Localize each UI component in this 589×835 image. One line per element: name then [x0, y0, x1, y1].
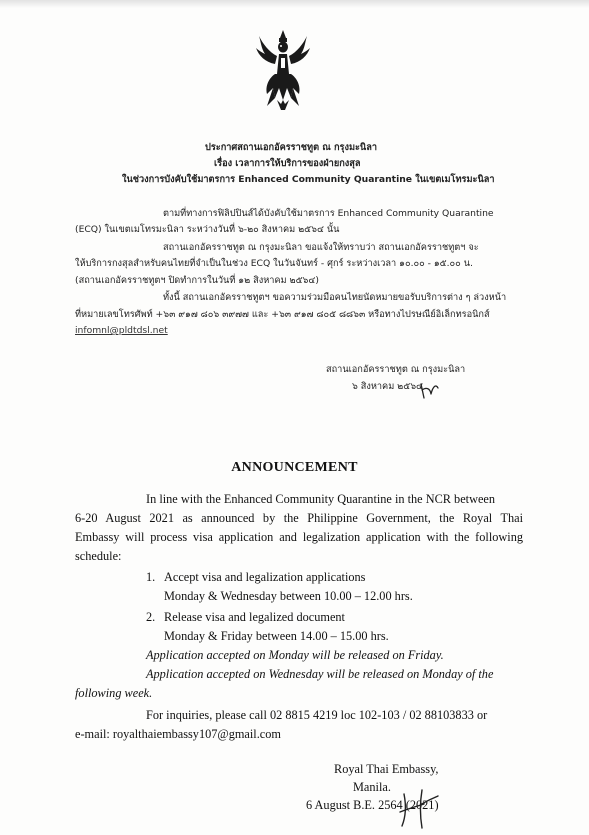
- signoff-embassy: Royal Thai Embassy,: [334, 762, 439, 776]
- signoff-date: 6 August B.E. 2564 (2021): [306, 798, 439, 812]
- thai-body-line: (สถานเอกอัครราชทูตฯ ปิดทำการในวันที่ ๑๒ สิงหาคม ๒๕๖๔): [75, 275, 319, 286]
- garuda-emblem-icon: [255, 28, 311, 112]
- thai-signature-icon: [418, 378, 440, 402]
- thai-header-line1: ประกาศสถานเอกอัครราชทูต ณ กรุงมะนิลา: [205, 142, 378, 153]
- schedule-item-number: 2.: [146, 610, 156, 624]
- thai-body-line: ทั้งนี้ สถานเอกอัครราชทูตฯ ขอความร่วมมือคนไทยนัดหมายขอรับบริการต่าง ๆ ล่วงหน้า: [163, 292, 507, 303]
- announcement-paragraph-line: Embassy will process visa application and legalization application with the following: [75, 530, 523, 544]
- thai-email-link[interactable]: infomnl@pldtdsl.net: [75, 325, 168, 336]
- thai-body-line: สถานเอกอัครราชทูต ณ กรุงมะนิลา ขอแจ้งให้ทราบว่า สถานเอกอัครราชทูตฯ จะ: [163, 242, 479, 253]
- thai-body-line: (ECQ) ในเขตเมโทรมะนิลา ระหว่างวันที่ ๖-๒๐ สิงหาคม ๒๕๖๔ นั้น: [75, 224, 340, 235]
- inquiry-email[interactable]: e-mail: royalthaiembassy107@gmail.com: [75, 727, 281, 741]
- release-note-monday: Application accepted on Monday will be released on Friday.: [146, 648, 444, 662]
- thai-body-line: ที่หมายเลขโทรศัพท์ +๖๓ ๙๑๗ ๘๐๖ ๓๙๗๗ และ +๖๓ ๙๑๗ ๘๐๕ ๘๘๖๓ หรือทางไปรษณีย์อิเล็กทรอนิกส์: [75, 309, 490, 320]
- announcement-paragraph-line: In line with the Enhanced Community Quarantine in the NCR between: [146, 492, 496, 506]
- schedule-item-time: Monday & Friday between 14.00 – 15.00 hrs.: [164, 629, 389, 643]
- thai-body-line: ให้บริการกงสุลสำหรับคนไทยที่จำเป็นในช่วง ECQ ในวันจันทร์ - ศุกร์ ระหว่างเวลา ๑๐.๐๐ - ๑๕.๐๐ น.: [75, 258, 473, 269]
- scan-edge: [0, 0, 589, 8]
- schedule-item-time: Monday & Wednesday between 10.00 – 12.00 hrs.: [164, 589, 413, 603]
- announcement-paragraph-line: schedule:: [75, 549, 122, 563]
- inquiry-line: For inquiries, please call 02 8815 4219 loc 102-103 / 02 88103833 or: [146, 708, 488, 722]
- schedule-item-title: Release visa and legalized document: [164, 610, 345, 624]
- announcement-title: ANNOUNCEMENT: [231, 460, 358, 475]
- thai-signoff-date: ๖ สิงหาคม ๒๕๖๔: [352, 381, 423, 392]
- thai-signoff-line1: สถานเอกอัครราชทูต ณ กรุงมะนิลา: [326, 364, 466, 375]
- announcement-paragraph-line: 6-20 August 2021 as announced by the Philippine Government, the Royal Thai: [75, 511, 523, 525]
- schedule-item-number: 1.: [146, 570, 156, 584]
- signoff-city: Manila.: [353, 780, 391, 794]
- thai-header-line2: เรื่อง เวลาการให้บริการของฝ่ายกงสุล: [214, 158, 361, 169]
- thai-header-line3: ในช่วงการบังคับใช้มาตรการ Enhanced Community Quarantine ในเขตเมโทรมะนิลา: [122, 174, 495, 185]
- release-note-wednesday: Application accepted on Wednesday will be released on Monday of the: [146, 667, 494, 681]
- schedule-item-title: Accept visa and legalization applications: [164, 570, 366, 584]
- english-signature-icon: [392, 782, 444, 830]
- release-note-wednesday-cont: following week.: [75, 686, 153, 700]
- thai-body-line: ตามที่ทางการฟิลิปปินส์ได้บังคับใช้มาตรการ Enhanced Community Quarantine: [163, 208, 494, 219]
